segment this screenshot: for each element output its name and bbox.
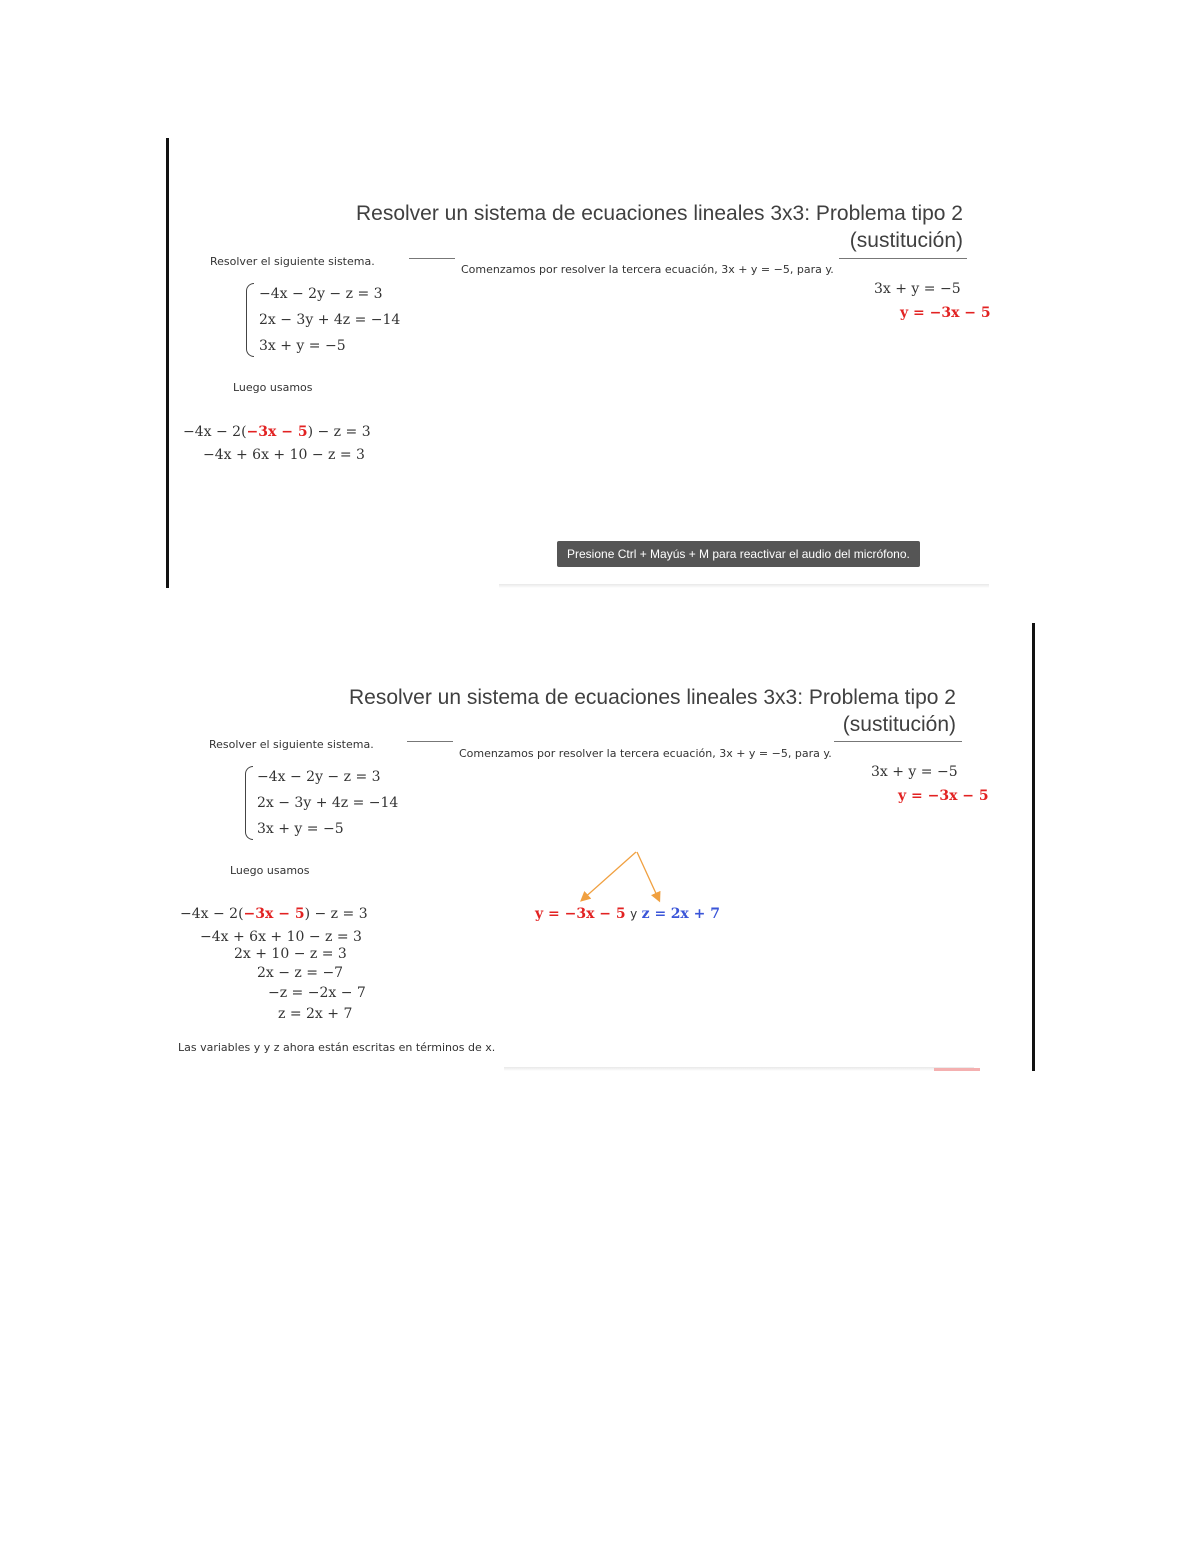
expanded-eq: −4x + 6x + 10 − z = 3 <box>203 447 365 463</box>
mute-toast: Presione Ctrl + Mayús + M para reactivar el audio del micrófono. <box>557 541 920 567</box>
eq3-restated: 3x + y = −5 <box>874 281 961 297</box>
substitution-eq: −4x − 2(−3x − 5) − z = 3 <box>183 424 371 440</box>
step-eq-2: 2x − z = −7 <box>257 965 344 981</box>
step-eq-4: z = 2x + 7 <box>278 1006 353 1022</box>
eq3-restated: 3x + y = −5 <box>871 764 958 780</box>
system-eq-2: 2x − 3y + 4z = −14 <box>257 795 399 811</box>
divider <box>834 741 962 742</box>
slide-screenshot-1 <box>166 138 997 588</box>
system-brace <box>246 283 254 357</box>
then-label: Luego usamos <box>230 864 310 877</box>
intro-label: Resolver el siguiente sistema. <box>210 255 375 268</box>
bottom-shadow <box>499 584 989 588</box>
expanded-eq: −4x + 6x + 10 − z = 3 <box>200 929 362 945</box>
slide-title: Resolver un sistema de ecuaciones lineales 3x3: Problema tipo 2 (sustitución) <box>348 686 956 736</box>
result-z: 2x + 7 <box>670 906 720 922</box>
slide-screenshot-2 <box>166 623 1035 1071</box>
divider <box>839 258 967 259</box>
then-label: Luego usamos <box>233 381 313 394</box>
slide-title: Resolver un sistema de ecuaciones lineales 3x3: Problema tipo 2 (sustitución) <box>355 202 963 252</box>
divider <box>407 741 453 742</box>
divider <box>409 258 455 259</box>
step-eq-3: −z = −2x − 7 <box>268 985 366 1001</box>
step-eq-1: 2x + 10 − z = 3 <box>234 946 347 962</box>
system-eq-2: 2x − 3y + 4z = −14 <box>259 312 401 328</box>
result-y: y = −3x − 5 <box>535 906 626 922</box>
bottom-accent <box>934 1068 980 1071</box>
system-brace <box>245 766 253 840</box>
result-line: y = −3x − 5 y z = 2x + 7 <box>535 906 720 922</box>
step-text: Comenzamos por resolver la tercera ecuación, 3x + y = −5, para y. <box>459 747 832 760</box>
y-solution: y = −3x − 5 <box>900 305 991 321</box>
conclusion: Las variables y y z ahora están escritas en términos de x. <box>178 1041 496 1054</box>
split-arrows-icon <box>576 848 676 908</box>
intro-label: Resolver el siguiente sistema. <box>209 738 374 751</box>
bottom-shadow <box>504 1067 974 1071</box>
y-solution: y = −3x − 5 <box>898 788 989 804</box>
system-eq-1: −4x − 2y − z = 3 <box>257 769 381 785</box>
system-eq-3: 3x + y = −5 <box>257 821 344 837</box>
system-eq-1: −4x − 2y − z = 3 <box>259 286 383 302</box>
substitution-eq: −4x − 2(−3x − 5) − z = 3 <box>180 906 368 922</box>
system-eq-3: 3x + y = −5 <box>259 338 346 354</box>
step-text: Comenzamos por resolver la tercera ecuación, 3x + y = −5, para y. <box>461 263 834 276</box>
